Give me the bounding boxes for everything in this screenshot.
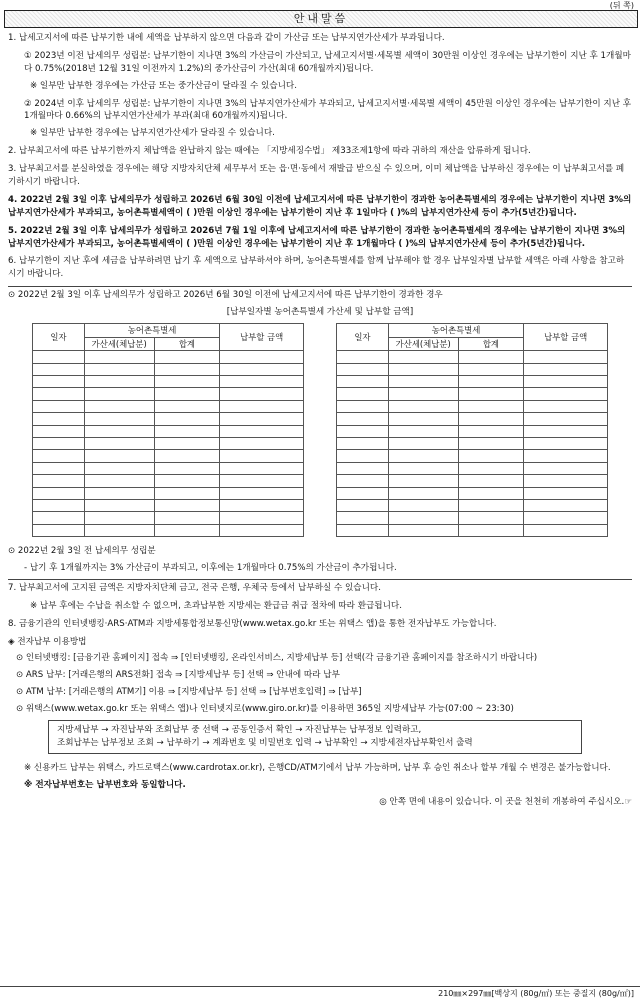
table-cell bbox=[337, 413, 389, 425]
table-cell bbox=[337, 512, 389, 524]
item-1-b: ② 2024년 이후 납세의무 성립분: 납부기한이 지나면 3%의 납부지연가산세가 부과되고, 납세고지서별·세목별 세액이 45만원 이상인 경우에는 납부기한이 지난 후 1개월마다 0.66%의 납부지연가산세가 부과(최대 60개월까지)됩니다. bbox=[24, 98, 632, 122]
table-row bbox=[33, 351, 304, 363]
table-body bbox=[337, 351, 608, 537]
table-cell bbox=[388, 512, 458, 524]
guide-heading: ◈ 전자납부 이용방법 bbox=[8, 636, 87, 647]
table-cell bbox=[458, 499, 524, 511]
col-sub-penalty: 가산세(체납분) bbox=[388, 337, 458, 351]
table-cell bbox=[84, 363, 154, 375]
table-cell bbox=[154, 400, 220, 412]
table-cell bbox=[84, 450, 154, 462]
table-row bbox=[337, 475, 608, 487]
card-payment-note: ※ 신용카드 납부는 위택스, 카드로택스(www.cardrotax.or.kr), 은행CD/ATM기에서 납부 가능하며, 납부 후 승인 취소나 할부 개월 수 변경은 불가능합니다. bbox=[24, 762, 611, 773]
table-body bbox=[33, 351, 304, 537]
table-cell bbox=[458, 363, 524, 375]
table-cell bbox=[337, 425, 389, 437]
table-row bbox=[33, 450, 304, 462]
table-cell bbox=[524, 450, 608, 462]
table-cell bbox=[337, 499, 389, 511]
notice-content bbox=[8, 32, 632, 812]
table-row bbox=[337, 499, 608, 511]
table-cell bbox=[220, 487, 304, 499]
table-cell bbox=[154, 512, 220, 524]
table-row bbox=[337, 487, 608, 499]
table-cell bbox=[220, 499, 304, 511]
table-cell bbox=[154, 450, 220, 462]
item-1-b-note: ※ 일부만 납부한 경우에는 납부지연가산세가 달라질 수 있습니다. bbox=[30, 128, 275, 139]
wetax-steps-box bbox=[48, 720, 582, 754]
table-cell bbox=[524, 475, 608, 487]
table-cell bbox=[33, 499, 85, 511]
table-cell bbox=[524, 351, 608, 363]
table-cell bbox=[458, 437, 524, 449]
table-cell bbox=[337, 462, 389, 474]
table-cell bbox=[154, 487, 220, 499]
col-date: 일자 bbox=[337, 324, 389, 351]
table-cell bbox=[220, 450, 304, 462]
table-cell bbox=[388, 462, 458, 474]
page-title: 안내말씀 bbox=[4, 10, 638, 28]
table-cell bbox=[524, 512, 608, 524]
guide-internet-banking: ⊙ 인터넷뱅킹: [금융기관 홈페이지] 접속 ⇒ [인터넷뱅킹, 온라인서비스, 지방세납부 등] 선택(각 금융기관 홈페이지를 참조하시기 바랍니다) bbox=[16, 653, 538, 664]
table-cell bbox=[84, 487, 154, 499]
section-b-heading: ⊙ 2022년 2월 3일 전 납세의무 성립분 bbox=[8, 546, 156, 557]
item-7-note: ※ 납부 후에는 수납을 취소할 수 없으며, 초과납부한 지방세는 환급금 취급 절차에 따라 환급됩니다. bbox=[30, 600, 402, 611]
table-cell bbox=[33, 475, 85, 487]
table-cell bbox=[154, 413, 220, 425]
table-cell bbox=[458, 512, 524, 524]
table-cell bbox=[154, 437, 220, 449]
table-cell bbox=[388, 524, 458, 536]
table-row bbox=[337, 425, 608, 437]
table-row bbox=[33, 400, 304, 412]
table-cell bbox=[524, 376, 608, 388]
table-cell bbox=[84, 512, 154, 524]
table-cell bbox=[388, 363, 458, 375]
table-cell bbox=[84, 475, 154, 487]
table-cell bbox=[337, 376, 389, 388]
table-cell bbox=[220, 512, 304, 524]
table-cell bbox=[84, 499, 154, 511]
table-row bbox=[33, 475, 304, 487]
table-cell bbox=[458, 413, 524, 425]
table-cell bbox=[458, 425, 524, 437]
divider bbox=[8, 579, 632, 580]
table-row bbox=[337, 524, 608, 536]
table-cell bbox=[524, 487, 608, 499]
table-cell bbox=[524, 388, 608, 400]
guide-ars: ⊙ ARS 납부: [거래은행의 ARS전화] 접속 ⇒ [지방세납부 등] 선택 ⇒ 안내에 따라 납부 bbox=[16, 670, 340, 681]
table-cell bbox=[458, 388, 524, 400]
table-cell bbox=[84, 388, 154, 400]
table-cell bbox=[337, 388, 389, 400]
item-1: 1. 납세고지서에 따른 납부기한 내에 세액을 납부하지 않으면 다음과 같이 가산금 또는 납부지연가산세가 부과됩니다. bbox=[8, 33, 445, 43]
table-cell bbox=[84, 462, 154, 474]
table-cell bbox=[154, 351, 220, 363]
table-cell bbox=[33, 351, 85, 363]
table-cell bbox=[458, 450, 524, 462]
table-cell bbox=[524, 425, 608, 437]
table-cell bbox=[33, 363, 85, 375]
table-cell bbox=[84, 425, 154, 437]
col-sub-total: 합계 bbox=[154, 337, 220, 351]
surtax-tables bbox=[8, 323, 632, 537]
item-4: 4. 2022년 2월 3일 이후 납세의무가 성립하고 2026년 6월 30일 이전에 납세고지서에 따른 납부기한이 경과한 농어촌특별세의 경우에는 납부기한이 지나면 3%의 납부지연가산세가 부과되고, 농어촌특별세액이 ( )만원 이상인 경우에는 납부기한이 지난 후 1일마다 ( )%의 납부지연가산세 등이 추가(5년간)됩니다. bbox=[8, 194, 632, 218]
table-row bbox=[337, 450, 608, 462]
table-row bbox=[337, 462, 608, 474]
table-cell bbox=[154, 475, 220, 487]
table-cell bbox=[458, 524, 524, 536]
table-cell bbox=[33, 450, 85, 462]
col-amount: 납부할 금액 bbox=[220, 324, 304, 351]
table-cell bbox=[458, 475, 524, 487]
table-cell bbox=[220, 425, 304, 437]
table-row bbox=[33, 425, 304, 437]
col-group: 농어촌특별세 bbox=[388, 324, 524, 338]
section-a-heading: ⊙ 2022년 2월 3일 이후 납세의무가 성립하고 2026년 6월 30일 이전에 납세고지서에 따른 납부기한이 경과한 경우 bbox=[8, 290, 443, 301]
item-5: 5. 2022년 2월 3일 이후 납세의무가 성립하고 2026년 7월 1일 이후에 납세고지서에 따른 납부기한이 경과한 농어촌특별세의 경우에는 납부기한이 지나면 3%의 납부지연가산세가 부과되고, 농어촌특별세액이 ( )만원 이상인 경우에는 납부기한이 지난 후 1개월마다 ( )%의 납부지연가산세 등이 추가(5년간)됩니다. bbox=[8, 225, 626, 249]
table-cell bbox=[388, 351, 458, 363]
table-cell bbox=[524, 437, 608, 449]
table-cell bbox=[33, 462, 85, 474]
table-cell bbox=[524, 413, 608, 425]
guide-atm: ⊙ ATM 납부: [거래은행의 ATM기] 이용 ⇒ [지방세납부 등] 선택 ⇒ [납부번호입력] ⇒ [납부] bbox=[16, 687, 362, 698]
table-cell bbox=[154, 499, 220, 511]
table-row bbox=[337, 437, 608, 449]
table-cell bbox=[388, 400, 458, 412]
table-cell bbox=[154, 388, 220, 400]
table-cell bbox=[458, 462, 524, 474]
item-1-a: ① 2023년 이전 납세의무 성립분: 납부기한이 지나면 3%의 가산금이 가산되고, 납세고지서별·세목별 세액이 30만원 이상인 경우에는 납부기한이 지난 후 1개월마다 0.75%(2018년 12월 31일 이전까지 1.2%)의 중가산금이 가산(최대 60개월까지)됩니다. bbox=[24, 50, 631, 74]
table-cell bbox=[33, 388, 85, 400]
table-cell bbox=[388, 388, 458, 400]
table-cell bbox=[33, 437, 85, 449]
table-cell bbox=[220, 351, 304, 363]
section-b-text: - 납기 후 1개월까지는 3% 가산금이 부과되고, 이후에는 1개월마다 0.75%의 가산금이 추가됩니다. bbox=[24, 563, 397, 573]
table-cell bbox=[458, 400, 524, 412]
table-cell bbox=[33, 400, 85, 412]
table-cell bbox=[337, 437, 389, 449]
item-2: 2. 납부최고서에 따른 납부기한까지 체납액을 완납하지 않는 때에는 「지방세징수법」 제33조제1항에 따라 귀하의 재산을 압류하게 됩니다. bbox=[8, 146, 531, 157]
surtax-table-left bbox=[32, 323, 304, 537]
item-6: 6. 납부기한이 지난 후에 세금을 납부하려면 납기 후 세액으로 납부하셔야 하며, 농어촌특별세를 함께 납부해야 할 경우 납부일자별 납부할 세액은 아래 사항을 참고하시기 바랍니다. bbox=[8, 256, 625, 280]
wetax-steps-line-1: 지방세납부 → 자진납부와 조회납부 중 선택 → 공동인증서 확인 → 자진납부는 납부정보 입력하고, bbox=[57, 725, 422, 736]
table-row bbox=[33, 363, 304, 375]
bottom-rule bbox=[0, 986, 640, 987]
col-sub-total: 합계 bbox=[458, 337, 524, 351]
table-cell bbox=[220, 462, 304, 474]
item-1-a-note: ※ 일부만 납부한 경우에는 가산금 또는 중가산금이 달라질 수 있습니다. bbox=[30, 80, 297, 91]
table-cell bbox=[458, 376, 524, 388]
table-cell bbox=[154, 462, 220, 474]
table-cell bbox=[84, 351, 154, 363]
table-cell bbox=[220, 376, 304, 388]
table-cell bbox=[337, 400, 389, 412]
paper-spec: 210㎜×297㎜[백상지 (80g/㎡) 또는 중질지 (80g/㎡)] bbox=[438, 989, 634, 998]
table-row bbox=[337, 413, 608, 425]
table-cell bbox=[220, 400, 304, 412]
table-cell bbox=[220, 524, 304, 536]
table-cell bbox=[337, 524, 389, 536]
table-cell bbox=[220, 413, 304, 425]
table-cell bbox=[524, 363, 608, 375]
table-cell bbox=[84, 437, 154, 449]
col-date: 일자 bbox=[33, 324, 85, 351]
table-row bbox=[33, 462, 304, 474]
table-cell bbox=[388, 499, 458, 511]
table-cell bbox=[388, 413, 458, 425]
table-row bbox=[33, 499, 304, 511]
guide-wetax: ⊙ 위택스(www.wetax.go.kr 또는 위택스 앱)나 인터넷지로(www.giro.or.kr)를 이용하면 365일 지방세납부 가능(07:00 ~ 23:30) bbox=[16, 704, 514, 715]
table-cell bbox=[220, 475, 304, 487]
table-row bbox=[337, 512, 608, 524]
table-cell bbox=[524, 462, 608, 474]
divider bbox=[8, 286, 632, 287]
table-row bbox=[337, 351, 608, 363]
table-cell bbox=[524, 499, 608, 511]
table-cell bbox=[33, 413, 85, 425]
table-cell bbox=[220, 363, 304, 375]
col-sub-penalty: 가산세(체납분) bbox=[84, 337, 154, 351]
table-cell bbox=[220, 437, 304, 449]
table-cell bbox=[458, 351, 524, 363]
table-cell bbox=[388, 437, 458, 449]
item-7: 7. 납부최고서에 고지된 금액은 지방자치단체 금고, 전국 은행, 우체국 등에서 납부하실 수 있습니다. bbox=[8, 582, 381, 593]
table-cell bbox=[84, 376, 154, 388]
table-row bbox=[33, 524, 304, 536]
surtax-table-right bbox=[336, 323, 608, 537]
table-cell bbox=[154, 524, 220, 536]
table-cell bbox=[388, 475, 458, 487]
back-side-label: (뒤 쪽) bbox=[609, 1, 634, 10]
table-cell bbox=[337, 487, 389, 499]
table-row bbox=[33, 437, 304, 449]
table-row bbox=[33, 376, 304, 388]
table-cell bbox=[388, 487, 458, 499]
table-cell bbox=[84, 400, 154, 412]
payment-number-note: ※ 전자납부번호는 납부번호와 동일합니다. bbox=[24, 779, 186, 790]
table-row bbox=[337, 376, 608, 388]
table-row bbox=[337, 363, 608, 375]
col-group: 농어촌특별세 bbox=[84, 324, 220, 338]
table-cell bbox=[33, 487, 85, 499]
table-cell bbox=[458, 487, 524, 499]
table-cell bbox=[33, 524, 85, 536]
table-cell bbox=[154, 425, 220, 437]
table-cell bbox=[337, 351, 389, 363]
table-row bbox=[337, 388, 608, 400]
table-cell bbox=[84, 524, 154, 536]
open-inside-notice: ◎ 안쪽 면에 내용이 있습니다. 이 곳을 천천히 개봉하여 주십시오.☞ bbox=[379, 796, 632, 807]
table-row bbox=[337, 400, 608, 412]
table-caption: [납부일자별 농어촌특별세 가산세 및 납부할 금액] bbox=[226, 307, 414, 318]
table-cell bbox=[220, 388, 304, 400]
table-cell bbox=[337, 450, 389, 462]
table-cell bbox=[337, 475, 389, 487]
item-3: 3. 납부최고서를 분실하였을 경우에는 해당 지방자치단체 세무부서 또는 읍·면·동에서 재발급 받으실 수 있으며, 이미 체납액을 납부하신 경우에는 이 납부최고서를 폐기하시기 바랍니다. bbox=[8, 164, 625, 188]
table-row bbox=[33, 512, 304, 524]
table-cell bbox=[388, 376, 458, 388]
table-cell bbox=[154, 363, 220, 375]
table-cell bbox=[388, 450, 458, 462]
table-cell bbox=[33, 512, 85, 524]
table-cell bbox=[524, 524, 608, 536]
table-cell bbox=[154, 376, 220, 388]
table-cell bbox=[84, 413, 154, 425]
table-row bbox=[33, 388, 304, 400]
table-cell bbox=[388, 425, 458, 437]
item-8: 8. 금융기관의 인터넷뱅킹·ARS·ATM과 지방세통합정보통신망(www.wetax.go.kr 또는 위택스 앱)을 통한 전자납부도 가능합니다. bbox=[8, 618, 497, 629]
table-cell bbox=[33, 376, 85, 388]
table-cell bbox=[337, 363, 389, 375]
table-row bbox=[33, 413, 304, 425]
col-amount: 납부할 금액 bbox=[524, 324, 608, 351]
wetax-steps-line-2: 조회납부는 납부정보 조회 → 납부하기 → 계좌번호 및 비밀번호 입력 → 납부확인 → 지방세전자납부확인서 출력 bbox=[57, 737, 473, 748]
table-row bbox=[33, 487, 304, 499]
table-cell bbox=[524, 400, 608, 412]
table-cell bbox=[33, 425, 85, 437]
